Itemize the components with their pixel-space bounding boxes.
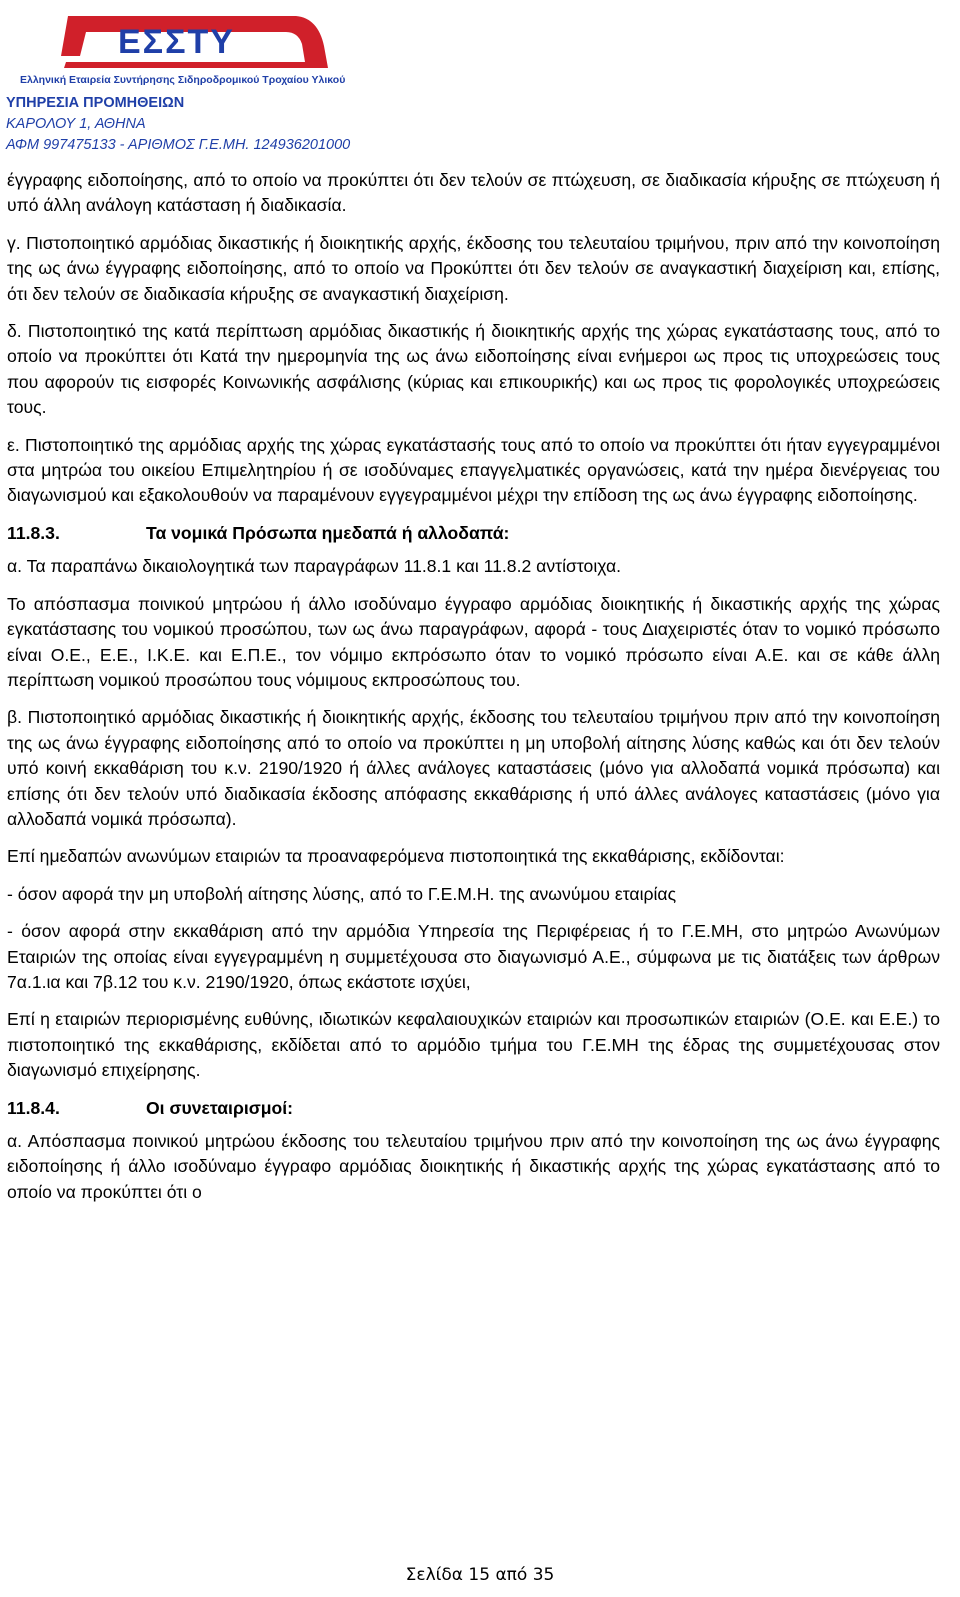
paragraph-item-c: γ. Πιστοποιητικό αρμόδιας δικαστικής ή διοικητικής αρχής, έκδοσης του τελευταίου τριμήνου, πριν από την κοινοποίηση της ως άνω έγγραφης ειδοποίησης, από το οποίο να Προκύπτει ότι δεν τελούν σε αναγκαστική διαχείριση και, επίσης, ότι δεν τελούν σε διαδικασία κήρυξης σε αναγκαστική διαχείριση. (7, 232, 940, 304)
section-heading-11-8-3 (7, 521, 940, 546)
address: ΚΑΡΟΛΟΥ 1, ΑΘΗΝΑ (6, 116, 146, 132)
registry-info: ΑΦΜ 997475133 - ΑΡΙΘΜΟΣ Γ.Ε.ΜΗ. 124936201000 (6, 137, 351, 153)
page-number: Σελίδα 15 από 35 (405, 1565, 555, 1585)
paragraph-item-d: δ. Πιστοποιητικό της κατά περίπτωση αρμόδιας δικαστικής ή διοικητικής αρχής της χώρας εγκατάστασης τους, από το οποίο να προκύπτει ότι Κατά την ημερομηνία της ως άνω ειδοποίησης είναι ενήμεροι ως προς τις υποχρεώσεις τους που αφορούν τις εισφορές Κοινωνικής ασφάλισης (κύριας και επικουρικής) και ως προς τις φορολογικές υποχρεώσεις τους. (7, 321, 940, 418)
paragraph: Επί η εταιριών περιορισμένης ευθύνης, ιδιωτικών κεφαλαιουχικών εταιριών και προσωπικών εταιριών (Ο.Ε. και Ε.Ε.) το πιστοποιητικό της εκκαθάρισης, εκδίδεται από το αρμόδιο τμήμα του Γ.Ε.ΜΗ της έδρας της συμμετέχουσας στον διαγωνισμό επιχείρησης. (7, 1009, 940, 1081)
company-logo (6, 6, 346, 88)
section-heading-11-8-4 (7, 1096, 940, 1121)
bullet-paragraph: - όσον αφορά στην εκκαθάριση από την αρμόδια Υπηρεσία της Περιφέρειας ή το Γ.Ε.ΜΗ, στο μητρώο Ανωνύμων Εταιριών της οποίας είναι εγγεγραμμένη η συμμετέχουσα στο διαγωνισμό Α.Ε., σύμφωνα με τις διατάξεις των άρθρων 7α.1.ια και 7β.12 του κ.ν. 2190/1920, όπως εκάστοτε ισχύει, (7, 921, 940, 992)
bullet-paragraph: - όσον αφορά την μη υποβολή αίτησης λύσης, από το Γ.Ε.Μ.Η. της ανωνύμου εταιρίας (7, 883, 677, 904)
section-number: 11.8.4. (7, 1097, 60, 1118)
section-number: 11.8.3. (7, 522, 60, 543)
paragraph-item-a: α. Απόσπασμα ποινικού μητρώου έκδοσης του τελευταίου τριμήνου πριν από την κοινοποίηση της ως άνω έγγραφης ειδοποίησης ή άλλο ισοδύναμο έγγραφο αρμόδιας διοικητικής ή δικαστικής αρχής της χώρας εγκατάστασης από το οποίο να προκύπτει ότι ο (7, 1131, 940, 1202)
service-name: ΥΠΗΡΕΣΙΑ ΠΡΟΜΗΘΕΙΩΝ (6, 95, 185, 111)
paragraph-item-a: α. Τα παραπάνω δικαιολογητικά των παραγράφων 11.8.1 και 11.8.2 αντίστοιχα. (7, 556, 622, 577)
paragraph-item-b: β. Πιστοποιητικό αρμόδιας δικαστικής ή διοικητικής αρχής, έκδοσης του τελευταίου τριμήνου πριν από την κοινοποίηση της ως άνω έγγραφης ειδοποίησης από το οποίο να προκύπτει η μη υποβολή αίτησης λύσης καθώς και ότι δεν τελούν υπό κοινή εκκαθάριση του κ.ν. 2190/1920 ή άλλες ανάλογες καταστάσεις (μόνο για αλλοδαπά νομικά πρόσωπα) και επίσης ότι δεν τελούν υπό διαδικασία έκδοσης απόφασης εκκαθάρισης ή υπό άλλες ανάλογες καταστάσεις (μόνο για αλλοδαπά νομικά πρόσωπα). (7, 707, 940, 829)
section-title: Τα νομικά Πρόσωπα ημεδαπά ή αλλοδαπά: (146, 522, 510, 543)
document-body (7, 168, 940, 1217)
logo-wordmark: ΕΣΣΤΥ (118, 23, 235, 61)
section-title: Οι συνεταιρισμοί: (146, 1097, 294, 1118)
logo-subtitle: Ελληνική Εταιρεία Συντήρησης Σιδηροδρομικού Τροχαίου Υλικού Α.Ε. (20, 74, 346, 86)
letterhead (6, 6, 426, 156)
paragraph: Το απόσπασμα ποινικού μητρώου ή άλλο ισοδύναμο έγγραφο αρμόδιας διοικητικής ή δικαστικής αρχής της χώρας εγκατάστασης του νομικού προσώπου, των ως άνω παραγράφων, αφορά - τους Διαχειριστές όταν το νομικό πρόσωπο είναι Ο.Ε., Ε.Ε., Ι.Κ.Ε. και Ε.Π.Ε., τον νόμιμο εκπρόσωπο όταν το νομικό πρόσωπο είναι Α.Ε. και σε κάθε άλλη περίπτωση νομικού προσώπου τους νόμιμους εκπροσώπους του. (7, 593, 940, 690)
paragraph: έγγραφης ειδοποίησης, από το οποίο να προκύπτει ότι δεν τελούν σε πτώχευση, σε διαδικασία κήρυξης σε πτώχευση ή υπό άλλη ανάλογη κατάσταση ή διαδικασία. (7, 170, 940, 216)
paragraph: Επί ημεδαπών ανωνύμων εταιριών τα προαναφερόμενα πιστοποιητικά της εκκαθάρισης, εκδίδονται: (7, 846, 785, 867)
paragraph-item-e: ε. Πιστοποιητικό της αρμόδιας αρχής της χώρας εγκατάστασής τους από το οποίο να προκύπτει ότι ήταν εγγεγραμμένοι στα μητρώα του οικείου Επιμελητηρίου ή σε ισοδύναμες επαγγελματικές οργανώσεις, κατά την ημέρα διενέργειας του διαγωνισμού και εξακολουθούν να παραμένουν εγγεγραμμένοι μέχρι την επίδοση της ως άνω έγγραφης ειδοποίησης. (7, 434, 940, 506)
